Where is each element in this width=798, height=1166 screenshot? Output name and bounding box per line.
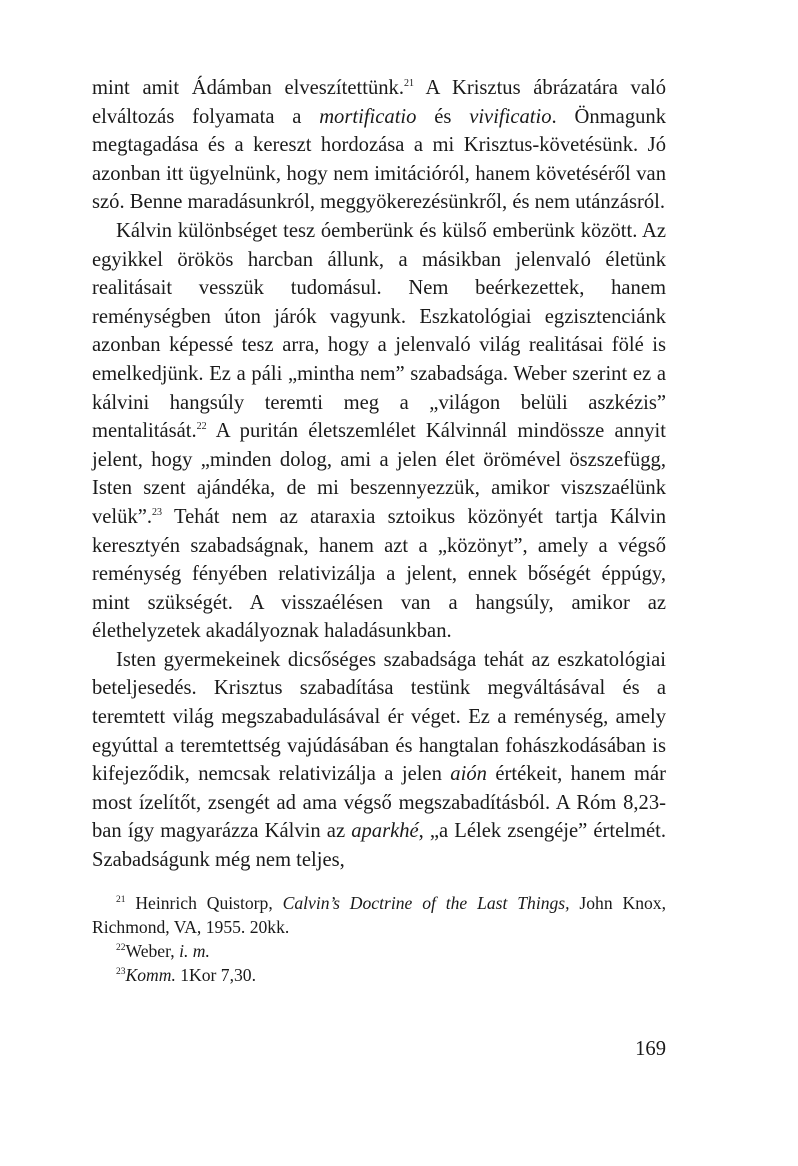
italic-term: i. m. bbox=[179, 940, 210, 961]
text-run: Kálvin különbséget tesz óemberünk és külső emberünk között. Az egyikkel örökös harcban állunk, a másikban jelenvaló életünk realitásait vesszük tudomásul. Nem beérkezettek, hanem reménységben úton járók vagyunk. Eszkatológiai egzisztenciánk azonban képessé tesz arra, hogy a jelenvaló világ realitásai fölé is emelkedjünk. Ez a páli „mintha nem” szabadsága. Weber szerint ez a kálvini hangsúly teremti meg a „világon belüli aszkézis” mentalitását. bbox=[92, 219, 666, 443]
italic-term: Komm. bbox=[125, 964, 176, 985]
paragraph-2 bbox=[92, 217, 666, 646]
text-run: értékeit, hanem már most ízelítőt, zsengét ad ama végső megszabadításból. A Róm 8,23-ban így magyarázza Kálvin az bbox=[92, 763, 666, 843]
footnote-marker: 23 bbox=[116, 966, 126, 977]
footnote-marker: 21 bbox=[116, 894, 126, 905]
footnote-marker: 21 bbox=[404, 78, 414, 89]
italic-term: vivificatio bbox=[469, 105, 552, 128]
text-run: . Önmagunk megtagadása és a kereszt hordozása a mi Krisztus-követésünk. Jó azonban itt ügyelnünk, hogy nem imitációról, hanem követéséről van szó. Benne maradásunkról, meggyökerezésünkről, és nem utánzásról. bbox=[92, 105, 667, 214]
page-number: 169 bbox=[635, 1038, 666, 1060]
book-page bbox=[92, 74, 666, 987]
text-run: mint amit Ádámban elveszítettünk. bbox=[92, 77, 404, 99]
text-run: Tehát nem az ataraxia sztoikus közönyét tartja Kálvin keresztyén szabadságnak, hanem azt a „közönyt”, amely a végső reménység fényében relativizálja a jelent, ennek bőségét éppúgy, mint szükségét. A visszaélésen van a hangsúly, amikor az élethelyzetek akadályoznak haladásunkban. bbox=[92, 505, 666, 643]
text-run: John Knox, Richmond, VA, 1955. 20kk. bbox=[92, 892, 667, 937]
footnotes bbox=[92, 891, 666, 987]
paragraph-1 bbox=[92, 74, 666, 217]
text-run: A puritán életszemlélet Kálvinnál mindössze annyit jelent, hogy „minden dolog, ami a jelen élet örömével öszszefügg, Isten szent ajándéka, de mi beszennyezzük, amikor viszszaélünk velük”. bbox=[92, 420, 666, 528]
italic-term: aparkhé bbox=[351, 820, 419, 843]
body-text bbox=[92, 74, 666, 875]
footnote-marker: 22 bbox=[116, 942, 126, 953]
footnote-marker: 23 bbox=[152, 506, 163, 518]
text-run: és bbox=[416, 105, 470, 128]
text-run: Heinrich Quistorp, bbox=[125, 892, 283, 913]
footnote-23 bbox=[92, 963, 666, 987]
text-run: A Krisztus ábrázatára való elváltozás folyamata a bbox=[92, 77, 666, 128]
text-run: , „a Lélek zsengéje” értelmét. Szabadságunk még nem teljes, bbox=[92, 820, 667, 872]
text-run: Weber, bbox=[125, 940, 180, 961]
footnote-22 bbox=[92, 939, 666, 963]
italic-term: mortificatio bbox=[319, 105, 417, 128]
text-run: 1Kor 7,30. bbox=[175, 964, 256, 985]
footnote-marker: 22 bbox=[196, 421, 207, 433]
italic-term: aión bbox=[450, 763, 487, 786]
text-run: Isten gyermekeinek dicsőséges szabadsága tehát az eszkatológiai beteljesedés. Krisztus szabadítása testünk megváltásával és a teremtett világ megszabadulásával ér véget. Ez a reménység, amely egyúttal a teremtettség vajúdásában és hangtalan fohászkodásában is kifejeződik, nemcsak relativizálja a jelen bbox=[92, 648, 666, 786]
italic-term: Calvin’s Doctrine of the Last Things, bbox=[282, 892, 570, 913]
footnote-21 bbox=[92, 891, 666, 939]
paragraph-3 bbox=[92, 646, 666, 875]
